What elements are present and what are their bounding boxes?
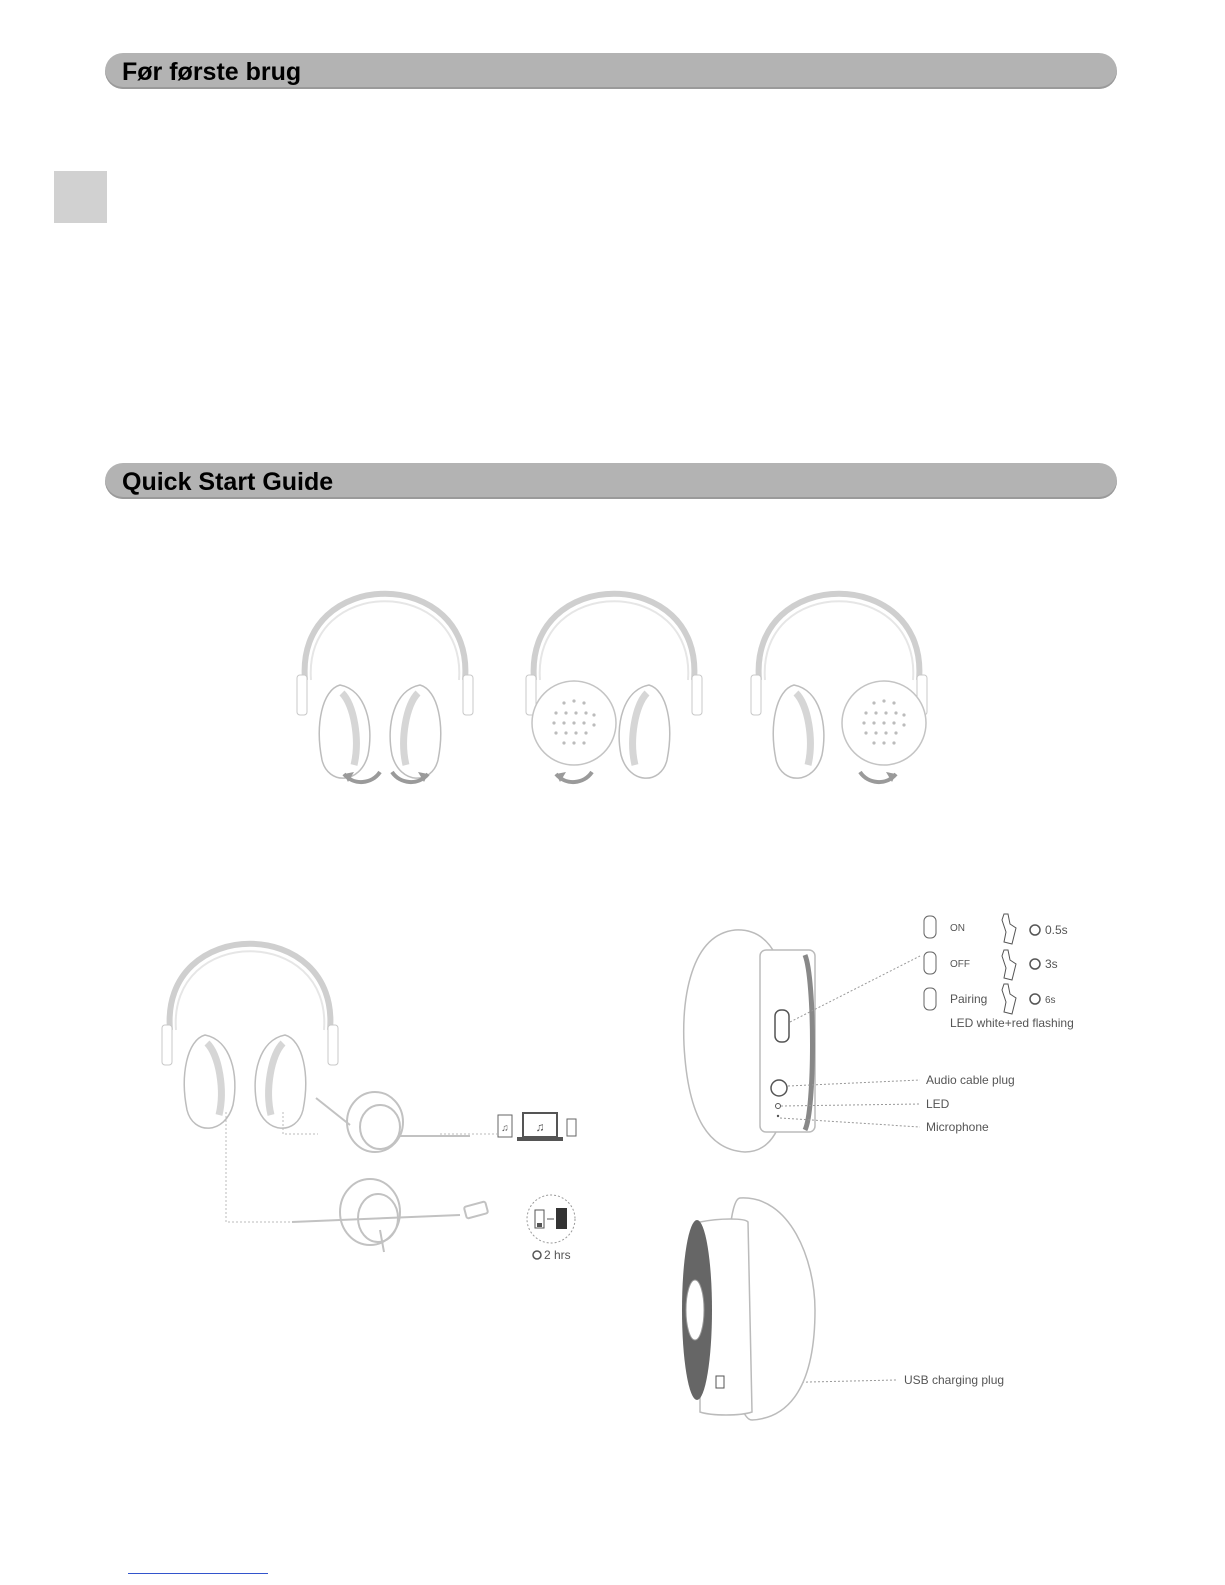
off-label: OFF [950,959,970,970]
switch-icon [924,988,936,1010]
headphones-folded-illustration [297,594,473,778]
clock-icon [1030,959,1040,969]
footer-link-underline [128,1573,268,1574]
led-label: LED [926,1097,950,1111]
svg-text:♫: ♫ [535,1120,545,1134]
laptop-icon [517,1113,563,1141]
battery-charge-icon [527,1195,575,1243]
section-title: Før første brug [122,58,302,86]
clock-icon [1030,925,1040,935]
clock-icon [1030,994,1040,1004]
hand-press-icon [1002,984,1016,1014]
headphones-cable-illustration [162,944,338,1128]
switch-icon [924,952,936,974]
off-time: 3s [1045,957,1058,971]
svg-text:♫: ♫ [501,1123,509,1134]
rotate-arrow-icon [860,772,896,782]
on-time: 0.5s [1045,923,1068,937]
on-label: ON [950,923,965,934]
pairing-time: 6s [1045,995,1056,1006]
clock-icon [533,1251,541,1259]
audio-cable-icon [316,1092,470,1152]
switch-icon [924,916,936,938]
hand-press-icon [1002,914,1016,944]
usb-cable-icon [292,1179,488,1252]
pairing-label: Pairing [950,992,988,1006]
headphones-right-rotated-illustration [751,594,927,778]
hand-press-icon [1002,950,1016,980]
section-title: Quick Start Guide [122,468,334,496]
tablet-icon [498,1115,512,1137]
rotate-arrow-icon [344,772,380,782]
usb-charging-plug-label: USB charging plug [904,1373,1005,1387]
led-note: LED white+red flashing [950,1016,1074,1030]
earcup-back-illustration [682,1198,815,1420]
rotate-arrow-icon [556,772,592,782]
phone-icon [567,1119,576,1136]
headphones-left-rotated-illustration [526,594,702,778]
earcup-detail-illustration [684,930,815,1152]
microphone-label: Microphone [926,1120,989,1134]
charge-time-label: 2 hrs [544,1248,571,1262]
audio-cable-plug-label: Audio cable plug [926,1073,1015,1087]
